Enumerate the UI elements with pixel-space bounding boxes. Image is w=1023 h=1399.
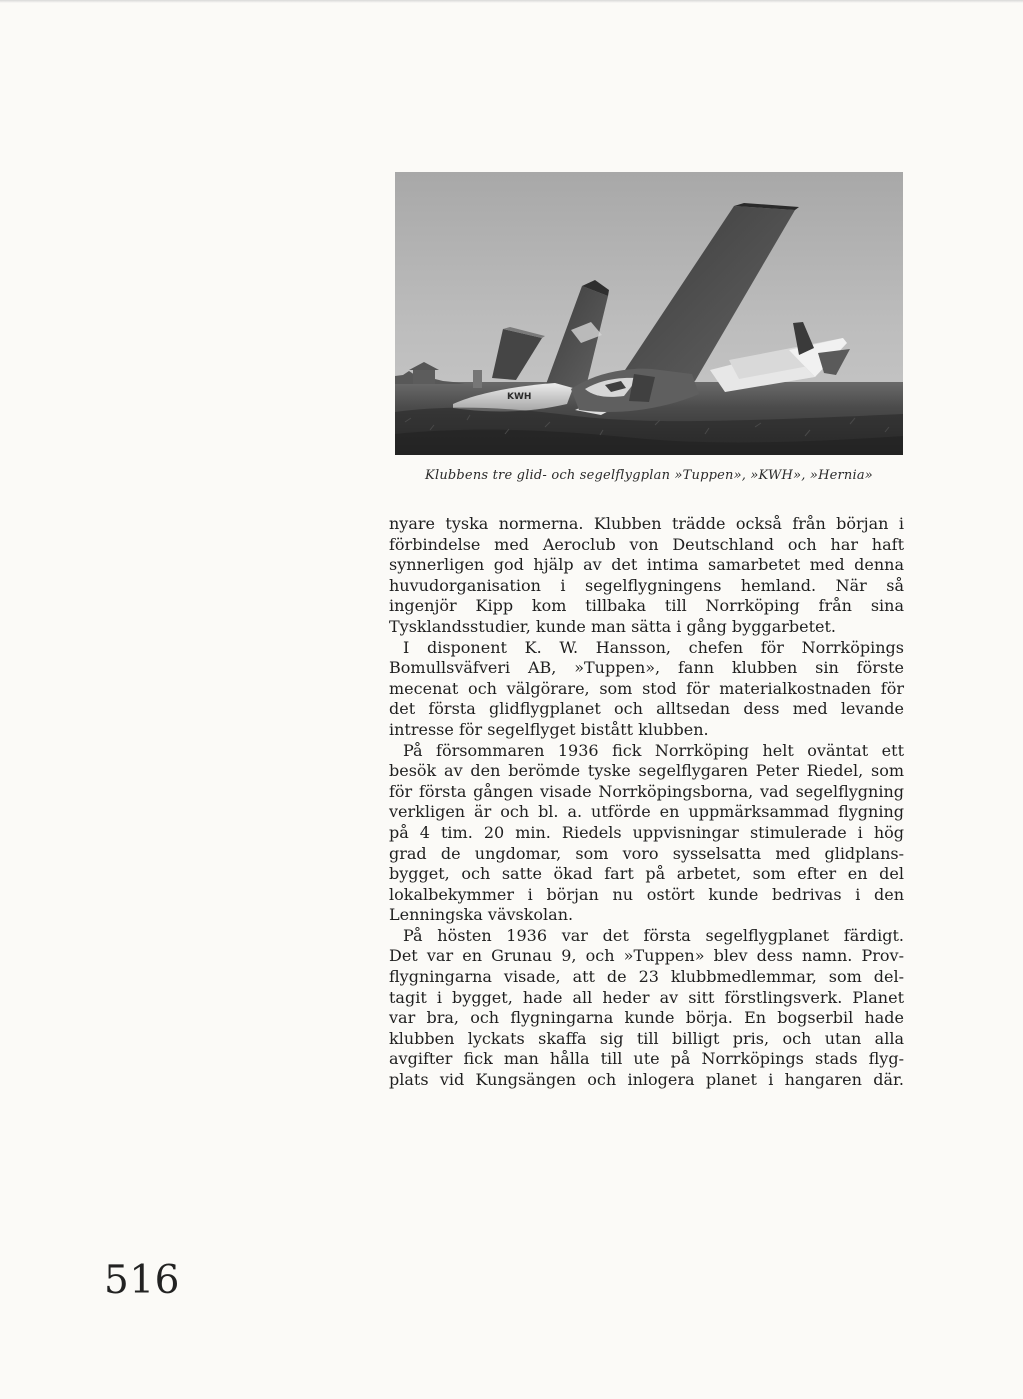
body-line: var bra, och flygningarna kunde börja. En bogserbil hade [389,1008,904,1028]
body-line: verkligen är och bl. a. utförde en uppmärksammad flygning [389,802,904,822]
glider-photo-image [395,172,903,455]
body-line: grad de ungdomar, som voro sysselsatta med glidplans- [389,843,904,863]
body-line: tagit i bygget, hade all heder av sitt förstlingsverk. Planet [389,987,904,1007]
body-line: avgifter fick man hålla till ute på Norrköpings stads flyg- [389,1049,904,1069]
body-line: nyare tyska normerna. Klubben trädde också från början i [389,514,904,533]
body-line: lokalbekymmer i början nu ostört kunde bedrivas i den [389,884,904,904]
glider-photograph [395,172,903,455]
body-line: förbindelse med Aeroclub von Deutschland och har haft [389,534,904,554]
body-line: besök av den berömde tyske segelflygaren Peter Riedel, som [389,761,904,781]
body-line: plats vid Kungsängen och inlogera planet i hangaren där. [389,1070,904,1090]
page-top-edge [0,0,1023,3]
body-line: klubben lyckats skaffa sig till billigt pris, och utan alla [389,1028,904,1048]
body-line: synnerligen god hjälp av det intima samarbetet med denna [389,555,904,575]
body-line: intresse för segelflyget bistått klubben. [389,719,709,739]
body-line: Bomullsväfveri AB, »Tuppen», fann klubben sin förste [389,658,904,678]
body-line: bygget, och satte ökad fart på arbetet, som efter en del [389,864,904,884]
fuselage-marking: KWH [507,392,532,402]
body-line: på 4 tim. 20 min. Riedels uppvisningar stimulerade i hög [389,822,904,842]
page-number: 516 [104,1258,180,1303]
body-line: Tysklandsstudier, kunde man sätta i gång byggarbetet. [389,616,836,636]
body-line: för första gången visade Norrköpingsborna, vad segelflygning [389,781,904,801]
body-line: flygningarna visade, att de 23 klubbmedlemmar, som del- [389,967,904,987]
body-text [389,514,904,1091]
body-line: Lenningska vävskolan. [389,905,574,925]
body-line: huvudorganisation i segelflygningens hemland. När så [389,575,904,595]
body-line: På försommaren 1936 fick Norrköping helt oväntat ett [403,740,904,760]
body-line: På hösten 1936 var det första segelflygplanet färdigt. [403,925,904,945]
body-line: Det var en Grunau 9, och »Tuppen» blev dess namn. Prov- [389,946,904,966]
body-line: mecenat och välgörare, som stod för materialkostnaden för [389,678,904,698]
photo-caption: Klubbens tre glid- och segelflygplan »Tuppen», »KWH», »Hernia» [425,468,873,483]
body-line: ingenjör Kipp kom tillbaka till Norrköping från sina [389,596,904,616]
body-line: det första glidflygplanet och alltsedan dess med levande [389,699,904,719]
body-line: I disponent K. W. Hansson, chefen för Norrköpings [403,637,904,657]
